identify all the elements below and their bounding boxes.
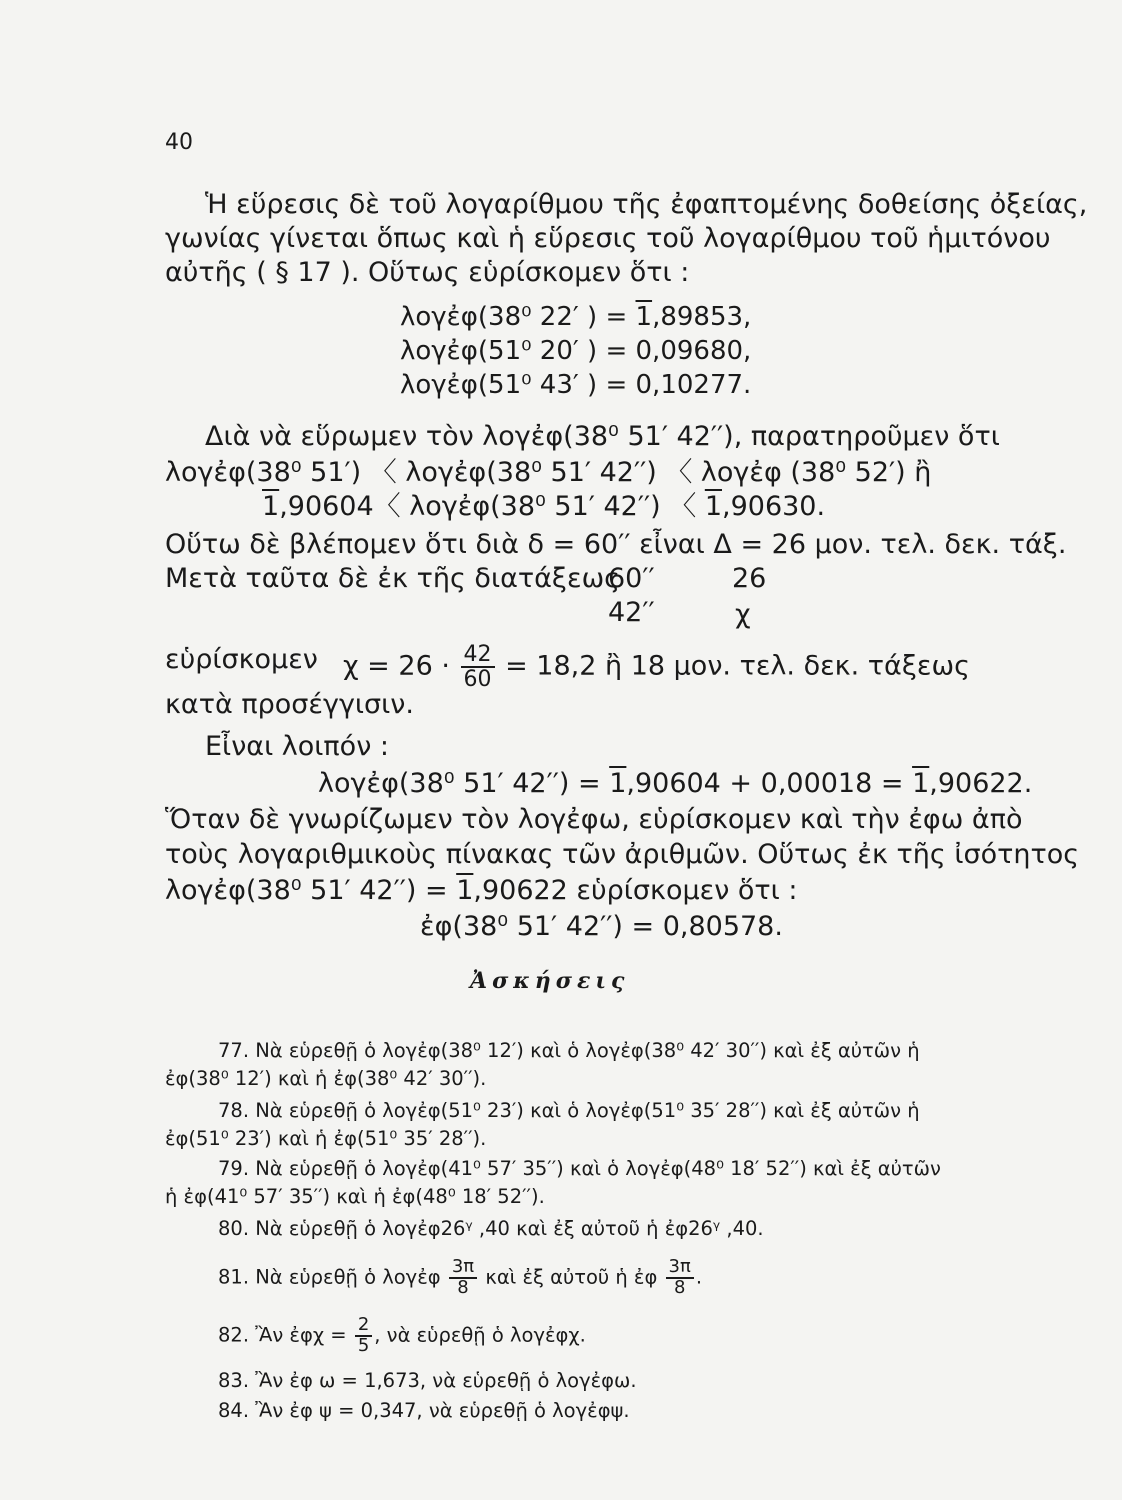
- equation-38-22: [400, 300, 751, 334]
- para2-line6-label: εὑρίσκομεν: [165, 644, 318, 675]
- text-segment: καὶ ἐξ αὐτοῦ ἡ ἐφ: [485, 1265, 658, 1289]
- para1-line3: αὐτῆς ( § 17 ). Οὕτως εὑρίσκομεν ὅτι :: [165, 257, 690, 288]
- eq-lhs: λογἐφ(51⁰ 43′ ) =: [400, 370, 636, 400]
- text-segment: ,90604〈 λογἐφ(38⁰ 51′ 42′′) 〈: [279, 491, 705, 522]
- exercise-79-line2: ἡ ἐφ(41⁰ 57′ 35′′) καὶ ἡ ἐφ(48⁰ 18′ 52′′).: [165, 1185, 545, 1208]
- fraction-2-5: [355, 1316, 372, 1356]
- fraction-3pi-8: [449, 1258, 477, 1298]
- numerator: 2: [355, 1316, 372, 1337]
- numerator: 3π: [449, 1258, 477, 1279]
- para3-equation: [318, 767, 1032, 801]
- eq-rhs: 0,09680,: [635, 336, 752, 366]
- para3-line1: Εἶναι λοιπόν :: [205, 731, 389, 762]
- denominator: 5: [357, 1334, 370, 1356]
- exercise-83: 83. Ἂν ἐφ ω = 1,673, νὰ εὑρεθῇ ὁ λογἐφω.: [218, 1369, 637, 1392]
- para3-line2: Ὅταν δὲ γνωρίζωμεν τὸν λογἐφω, εὑρίσκομεν καὶ τὴν ἐφω ἀπὸ: [165, 804, 1023, 835]
- eq-part: χ = 26 ·: [343, 650, 450, 682]
- equation-51-43: [400, 368, 751, 402]
- eq-lhs: λογἐφ(38⁰ 22′ ) =: [400, 302, 636, 332]
- text-segment: , νὰ εὑρεθῇ ὁ λογἐφχ.: [374, 1323, 586, 1347]
- table-row1-col2: 26: [732, 563, 767, 594]
- exercise-77-line1: 77. Νὰ εὑρεθῇ ὁ λογἐφ(38⁰ 12′) καὶ ὁ λογἐφ(38⁰ 42′ 30′′) καὶ ἐξ αὐτῶν ἡ: [218, 1039, 920, 1062]
- exercise-78-line1: 78. Νὰ εὑρεθῇ ὁ λογἐφ(51⁰ 23′) καὶ ὁ λογἐφ(51⁰ 35′ 28′′) καὶ ἐξ αὐτῶν ἡ: [218, 1099, 920, 1122]
- para3-line3: τοὺς λογαριθμικοὺς πίνακας τῶν ἀριθμῶν. Οὕτως ἐκ τῆς ἰσότητος: [165, 839, 1080, 870]
- exercise-79-line1: 79. Νὰ εὑρεθῇ ὁ λογἐφ(41⁰ 57′ 35′′) καὶ ὁ λογἐφ(48⁰ 18′ 52′′) καὶ ἐξ αὐτῶν: [218, 1157, 941, 1180]
- para1-line2: γωνίας γίνεται ὅπως καὶ ἡ εὕρεσις τοῦ λογαρίθμου τοῦ ἡμιτόνου: [165, 223, 1051, 254]
- numerator: 3π: [666, 1258, 694, 1279]
- bar-digit: 1: [635, 302, 653, 332]
- eq-part: λογἐφ(38⁰ 51′ 42′′) =: [318, 768, 610, 799]
- text-segment: 81. Νὰ εὑρεθῇ ὁ λογἐφ: [218, 1265, 441, 1289]
- exercise-84: 84. Ἂν ἐφ ψ = 0,347, νὰ εὑρεθῇ ὁ λογἐφψ.: [218, 1399, 630, 1422]
- para2-line2: λογἐφ(38⁰ 51′) 〈 λογἐφ(38⁰ 51′ 42′′) 〈 λογἐφ (38⁰ 52′) ἢ: [165, 457, 932, 488]
- page-number: 40: [165, 130, 193, 155]
- numerator: 42: [461, 643, 495, 668]
- text-segment: ,90622 εὑρίσκομεν ὅτι :: [473, 875, 798, 906]
- text-segment: λογἐφ(38⁰ 51′ 42′′) =: [165, 875, 457, 906]
- para3-line5: ἐφ(38⁰ 51′ 42′′) = 0,80578.: [420, 911, 783, 942]
- para2-line6-eq: [343, 643, 970, 691]
- denominator: 60: [463, 667, 492, 693]
- para2-line3: [262, 490, 825, 524]
- eq-lhs: λογἐφ(51⁰ 20′ ) =: [400, 336, 636, 366]
- text-segment: 82. Ἂν ἐφχ =: [218, 1323, 347, 1347]
- bar-digit: 1: [456, 875, 474, 906]
- exercise-82: [218, 1316, 586, 1356]
- table-row2-col1: 42′′: [608, 597, 655, 628]
- eq-part: ,90604 + 0,00018 =: [626, 768, 913, 799]
- denominator: 8: [457, 1276, 469, 1298]
- exercise-77-line2: ἐφ(38⁰ 12′) καὶ ἡ ἐφ(38⁰ 42′ 30′′).: [165, 1067, 487, 1090]
- para2-line1: Διὰ νὰ εὕρωμεν τὸν λογἐφ(38⁰ 51′ 42′′), παρατηροῦμεν ὅτι: [205, 421, 1000, 452]
- para2-line7: κατὰ προσέγγισιν.: [165, 689, 414, 720]
- eq-part: = 18,2 ἢ 18 μον. τελ. δεκ. τάξεως: [505, 650, 970, 682]
- fraction-42-60: [461, 643, 495, 691]
- para2-line5: Μετὰ ταῦτα δὲ ἐκ τῆς διατάξεως: [165, 563, 621, 594]
- para3-line4: [165, 874, 798, 908]
- para2-line4: Οὕτω δὲ βλέπομεν ὅτι διὰ δ = 60′′ εἶναι Δ = 26 μον. τελ. δεκ. τάξ.: [165, 529, 1067, 560]
- fraction-3pi-8-second: [666, 1258, 694, 1298]
- para1-line1: Ἡ εὕρεσις δὲ τοῦ λογαρίθμου τῆς ἐφαπτομένης δοθείσης ὀξείας,: [205, 189, 1088, 220]
- text-segment: ,90630.: [722, 491, 826, 522]
- bar-digit: 1: [912, 768, 930, 799]
- eq-part: ,90622.: [929, 768, 1033, 799]
- table-row2-col2: χ: [735, 599, 751, 630]
- eq-rhs: 0,10277.: [635, 370, 752, 400]
- exercise-80: 80. Νὰ εὑρεθῇ ὁ λογἐφ26ᵞ ,40 καὶ ἐξ αὐτοῦ ἡ ἐφ26ᵞ ,40.: [218, 1217, 764, 1240]
- table-row1-col1: 60′′: [608, 563, 655, 594]
- equation-51-20: [400, 334, 751, 368]
- exercise-81: [218, 1258, 702, 1298]
- bar-digit: 1: [262, 491, 280, 522]
- exercises-heading: Ἀσκήσεις: [470, 968, 630, 994]
- bar-digit: 1: [704, 491, 722, 522]
- denominator: 8: [673, 1276, 686, 1298]
- eq-rhs: ,89853,: [652, 302, 752, 332]
- text-segment: .: [695, 1265, 703, 1289]
- bar-digit: 1: [609, 768, 627, 799]
- exercise-78-line2: ἐφ(51⁰ 23′) καὶ ἡ ἐφ(51⁰ 35′ 28′′).: [165, 1127, 487, 1150]
